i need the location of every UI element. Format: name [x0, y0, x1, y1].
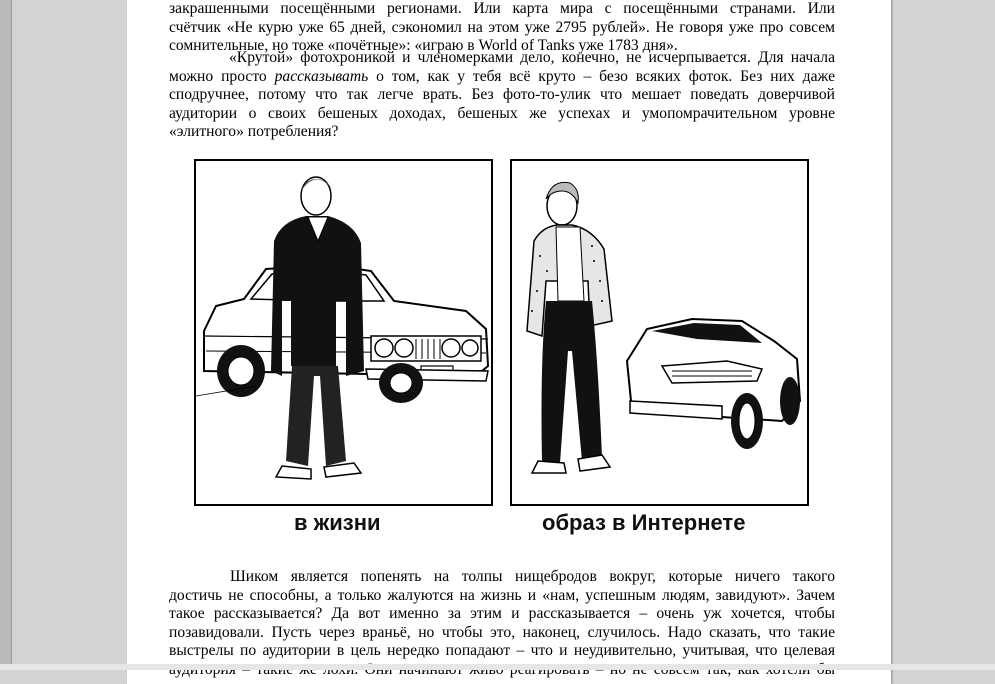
caption-real-life: в жизни [294, 510, 381, 535]
text-line: сомнительные, но тоже «почётные»: «играю в World of Tanks уже 1783 дня». [169, 37, 678, 55]
text-line: такое рассказывается? Да вот именно за этим и рассказывается – очень уж хочется, чтобы [169, 605, 835, 623]
text-line: можно просто рассказывать о том, как у тебя всё круто – безо всяких фоток. Без них даже [169, 67, 835, 85]
bottom-paragraph [169, 568, 835, 680]
text-line: аудитории о своих бешеных доходах, бешеных же успехах и умопомрачительном уровне [169, 104, 835, 122]
man-with-old-car-illustration [196, 161, 491, 504]
text-line: сподручнее, потому что так легче врать. Без фото-то-улик что мешает поведать доверчивой [169, 86, 835, 104]
second-paragraph [169, 49, 835, 142]
illustration-real-life [194, 159, 493, 506]
text-line: Шиком является попенять на толпы нищебродов вокруг, которые ничего такого [230, 568, 835, 585]
man-with-sports-car-illustration [512, 161, 807, 504]
text-line: счётчик «Не курю уже 65 дней, сэкономил на этом уже 2795 рублей». Не говоря уже про совсем [169, 18, 835, 36]
top-paragraph [169, 0, 835, 56]
left-gutter [0, 0, 12, 670]
emphasis-word: рассказывать [274, 67, 369, 85]
text-line: «элитного» потребления? [169, 123, 339, 141]
document-page [127, 0, 891, 684]
illustration-online-image [510, 159, 809, 506]
caption-online-image: образ в Интернете [542, 510, 746, 535]
text-line: достичь не способны, а только жалуются на жизнь и «нам, успешным людям, завидуют». Зачем [169, 586, 835, 604]
text-line: выстрелы по аудитории в цель нередко попадают – что и неудивительно, учитывая, что целевая [169, 642, 835, 660]
text-line: «Крутой» фотохроникой и членомерками дело, конечно, не исчерпывается. Для начала [229, 49, 835, 66]
text-line: закрашенными посещёнными регионами. Или карта мира с посещёнными странами. Или [169, 0, 835, 17]
text-line: позавидовали. Пусть через враньё, но чтобы это, наконец, случилось. Надо сказать, что такие [169, 623, 835, 641]
viewer-bottom-band [0, 664, 995, 670]
